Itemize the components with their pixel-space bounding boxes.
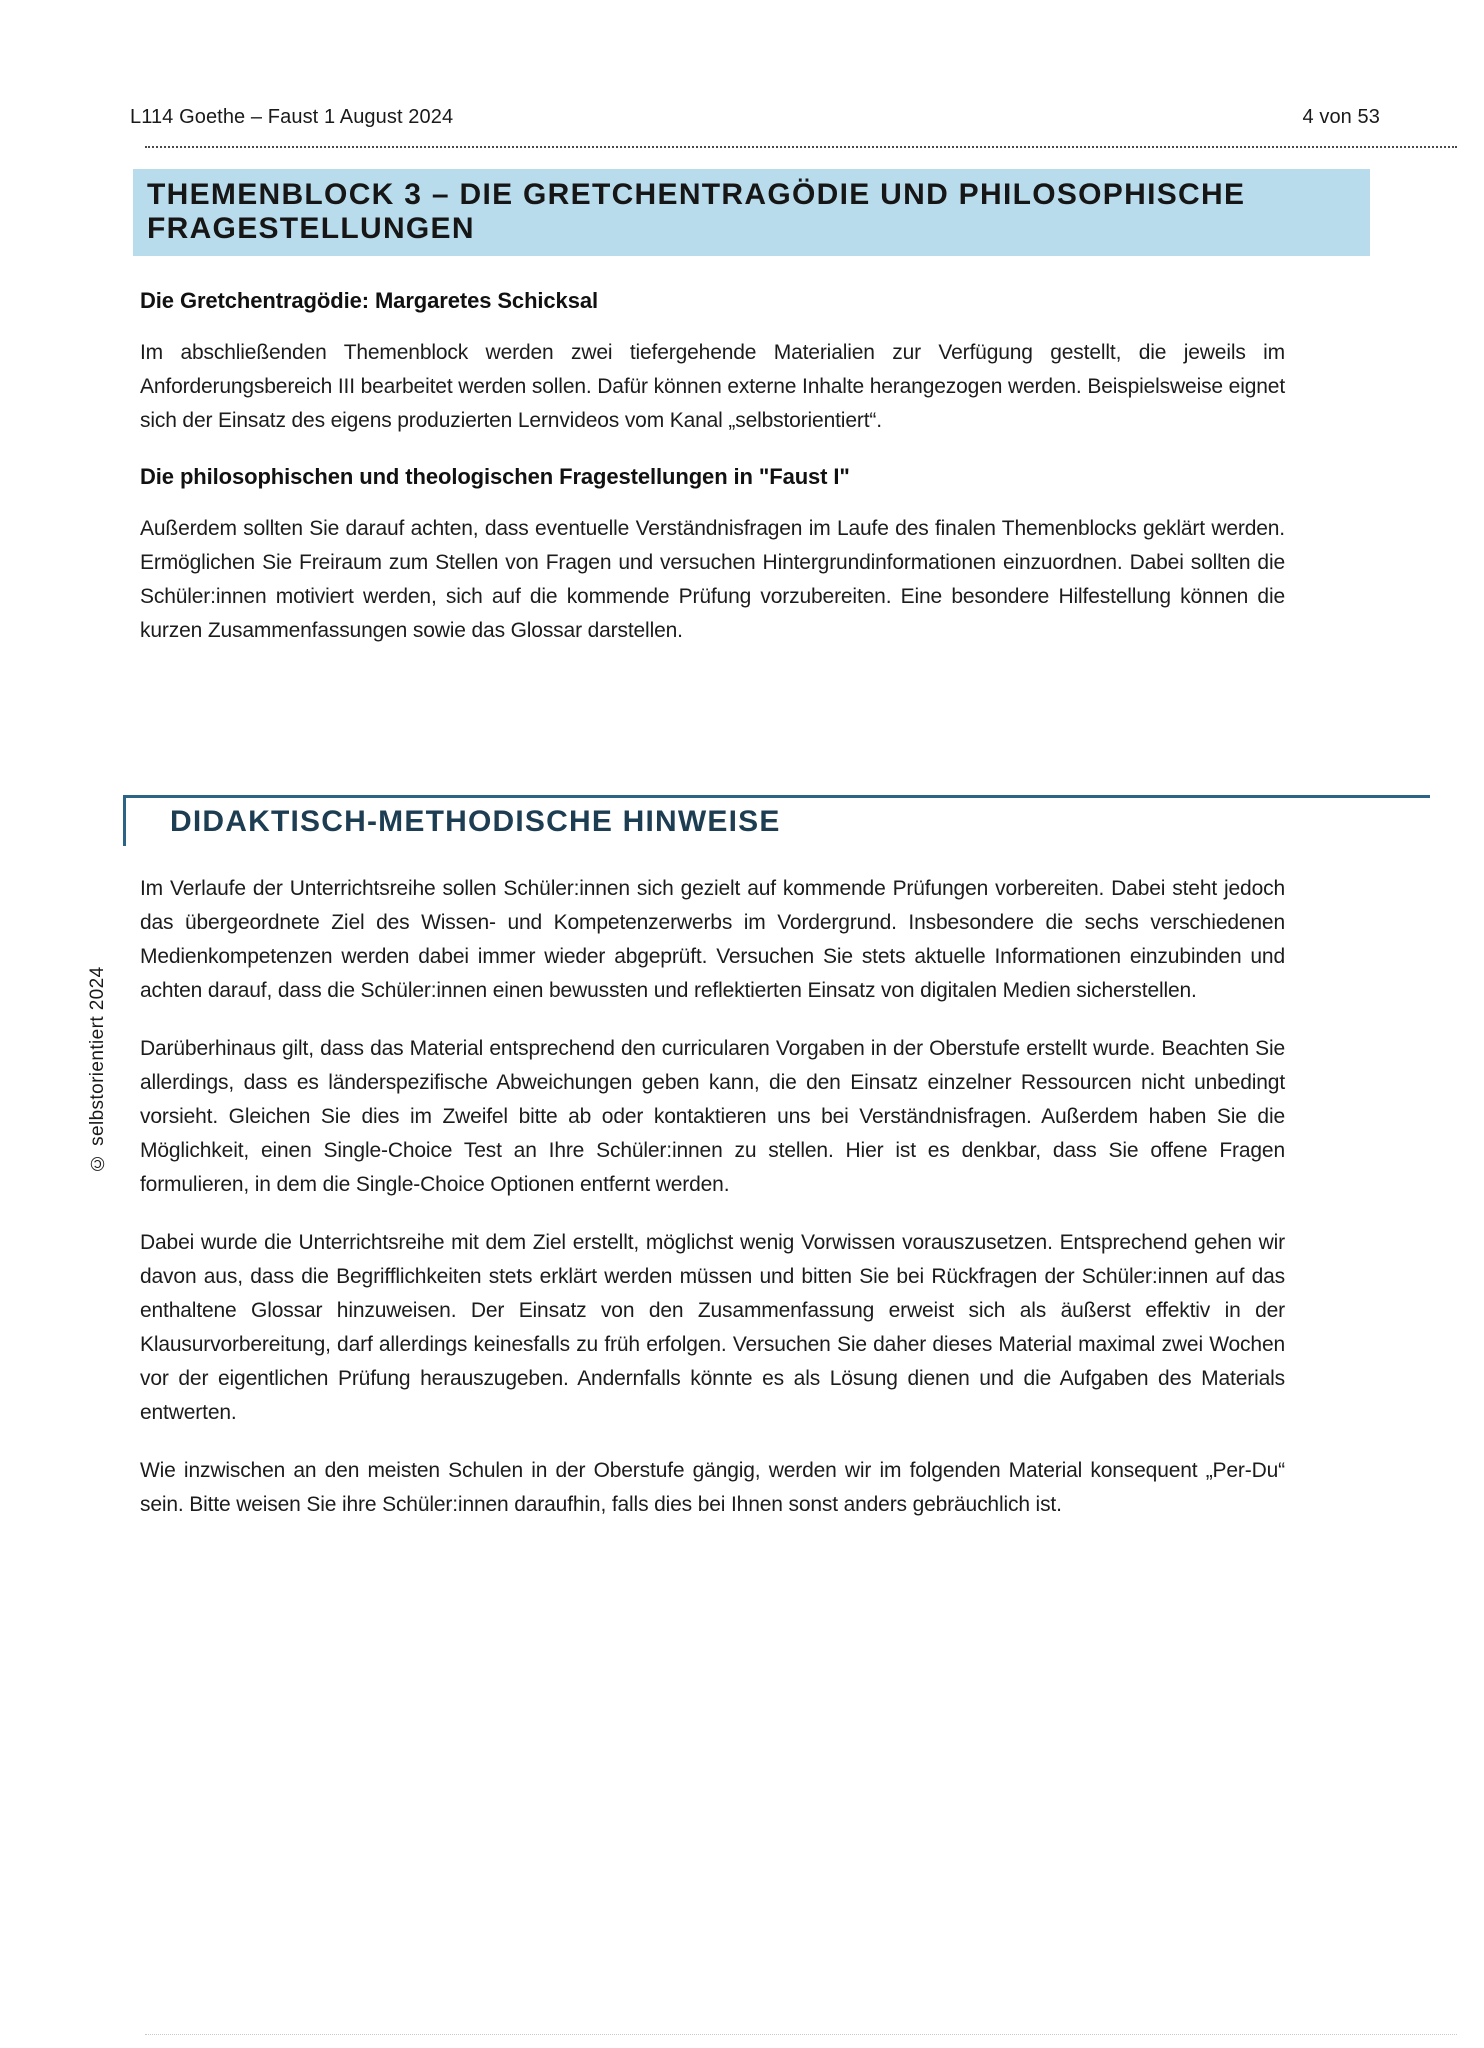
paragraph-philosophische-fragestellungen: Außerdem sollten Sie darauf achten, dass eventuelle Verständnisfragen im Laufe des finalen Themenblocks geklärt werden. Ermöglichen Sie Freiraum zum Stellen von Fragen und versuchen Hintergrundinformationen einzuordnen. Dabei sollten die Schüler:innen motiviert werden, sich auf die kommende Prüfung vorzubereiten. Eine besondere Hilfestellung können die kurzen Zusammenfassungen sowie das Glossar darstellen. [140, 517, 1285, 642]
heading-didaktisch-methodische-hinweise: DIDAKTISCH-METHODISCHE HINWEISE [170, 805, 781, 838]
header-page-number: 4 von 53 [1302, 106, 1380, 128]
footer-divider [145, 2034, 1457, 2035]
header-divider [145, 146, 1457, 148]
header-document-label: L114 Goethe – Faust 1 August 2024 [130, 106, 454, 128]
hinweise-paragraph-4: Wie inzwischen an den meisten Schulen in der Oberstufe gängig, werden wir im folgenden Material konsequent „Per-Du“ sein. Bitte weisen Sie ihre Schüler:innen daraufhin, falls dies bei Ihnen sonst anders gebräuchlich ist. [140, 1459, 1285, 1516]
paragraph-gretchentragoedie: Im abschließenden Themenblock werden zwei tiefergehende Materialien zur Verfügung gestellt, die jeweils im Anforderungsbereich III bearbeitet werden sollen. Dafür können externe Inhalte herangezogen werden. Beispielsweise eignet sich der Einsatz des eigens produzierten Lernvideos vom Kanal „selbstorientiert“. [140, 341, 1285, 432]
hinweise-paragraph-1: Im Verlaufe der Unterrichtsreihe sollen Schüler:innen sich gezielt auf kommende Prüfungen vorbereiten. Dabei steht jedoch das übergeordnete Ziel des Wissen- und Kompetenzerwerbs im Vordergrund. Insbesondere die sechs verschiedenen Medienkompetenzen werden dabei immer wieder abgeprüft. Versuchen Sie stets aktuelle Informationen einzubinden und achten darauf, dass die Schüler:innen einen bewussten und reflektierten Einsatz von digitalen Medien sicherstellen. [140, 877, 1285, 1002]
hinweise-section [140, 872, 1285, 1546]
heading-philosophische-fragestellungen: Die philosophischen und theologischen Fragestellungen in "Faust I" [140, 464, 850, 489]
hinweise-paragraph-3: Dabei wurde die Unterrichtsreihe mit dem Ziel erstellt, möglichst wenig Vorwissen vorauszusetzen. Entsprechend gehen wir davon aus, dass die Begrifflichkeiten stets erklärt werden müssen und bitten Sie bei Rückfragen der Schüler:innen auf das enthaltene Glossar hinzuweisen. Der Einsatz von den Zusammenfassung erweist sich als äußerst effektiv in der Klausurvorbereitung, darf allerdings keinesfalls zu früh erfolgen. Versuchen Sie daher dieses Material maximal zwei Wochen vor der eigentlichen Prüfung herauszugeben. Andernfalls könnte es als Lösung dienen und die Aufgaben des Materials entwerten. [140, 1231, 1285, 1424]
heading-gretchentragoedie: Die Gretchentragödie: Margaretes Schicksal [140, 288, 598, 313]
didaktisch-hinweise-box [123, 795, 1430, 846]
themenblock-banner: THEMENBLOCK 3 – DIE GRETCHENTRAGÖDIE UND PHILOSOPHISCHE FRAGESTELLUNGEN [133, 169, 1370, 256]
intro-section [140, 288, 1285, 674]
copyright-watermark: © selbstorientiert 2024 [87, 966, 108, 1174]
hinweise-paragraph-2: Darüberhinaus gilt, dass das Material entsprechend den curricularen Vorgaben in der Oberstufe erstellt wurde. Beachten Sie allerdings, dass es länderspezifische Abweichungen geben kann, die den Einsatz einzelner Ressourcen nicht unbedingt vorsieht. Gleichen Sie dies im Zweifel bitte ab oder kontaktieren uns bei Verständnisfragen. Außerdem haben Sie die Möglichkeit, einen Single-Choice Test an Ihre Schüler:innen zu stellen. Hier ist es denkbar, dass Sie offene Fragen formulieren, in dem die Single-Choice Optionen entfernt werden. [140, 1037, 1285, 1196]
page-header [130, 106, 1380, 129]
